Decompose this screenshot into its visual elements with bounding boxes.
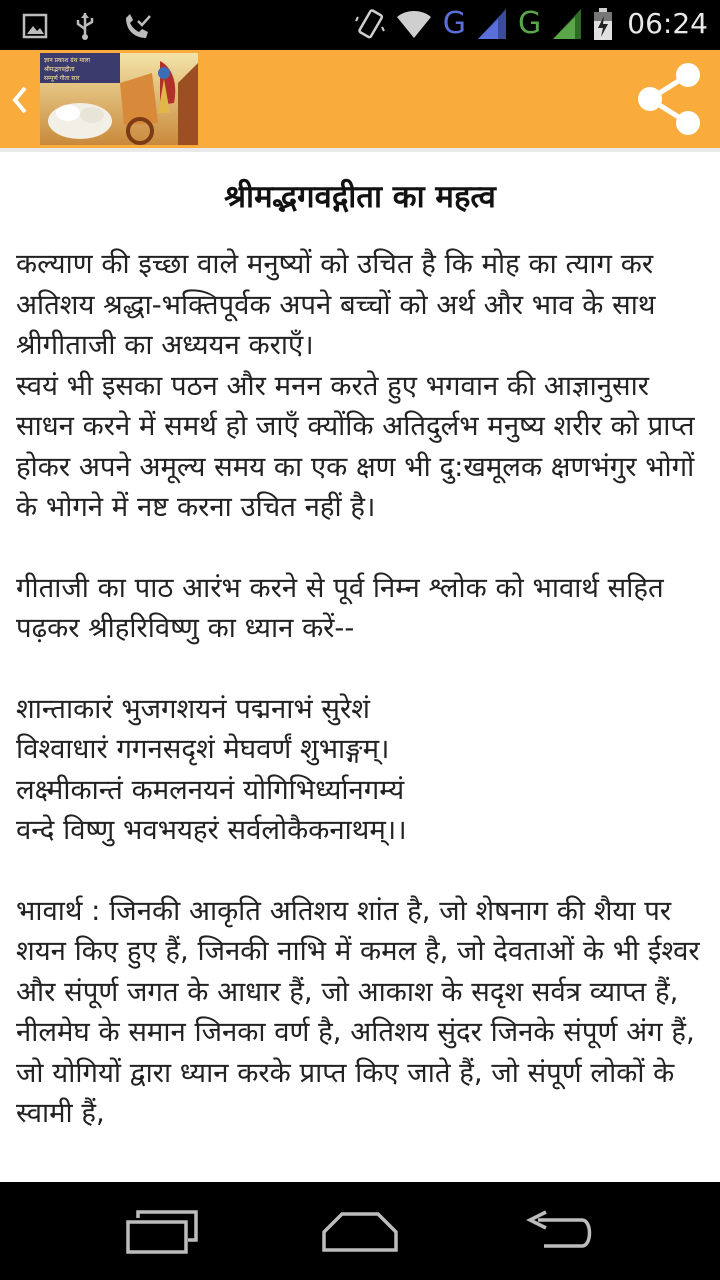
network-type-label: G [442,6,467,41]
back-chevron-icon[interactable] [10,85,30,115]
signal-strength-icon [476,7,508,41]
image-notification-icon [22,13,48,39]
paragraph-spacer [16,649,704,689]
logo-text-1: ज्ञान प्रकाश ग्रंथ माला [44,57,91,64]
action-bar [0,50,720,148]
paragraph-meaning: भावार्थ : जिनकी आकृति अतिशय शांत है, जो शेषनाग की शैया पर शयन किए हुए हैं, जिनकी नाभि में कमल है, जो देवताओं के भी ईश्वर और संपूर्ण जगत के आधार हैं, जो आकाश के सदृश सर्वत्र व्याप्त हैं, नीलमेघ के समान जिनका वर्ण है, अतिशय सुंदर जिनके संपूर्ण अंग हैं, जो योगियों द्वारा ध्यान करके प्राप्त किए जाते हैं, जो संपूर्ण लोकों के स्वामी हैं, [16,894,700,1129]
app-logo[interactable] [40,53,198,145]
notification-icons [22,11,154,41]
vibrate-icon [355,7,385,41]
article-body [0,244,720,1134]
shloka: शान्ताकारं भुजगशयनं पद्मनाभं सुरेशं विश्वाधारं गगनसदृशं मेघवर्णं शुभाङ्गम्। लक्ष्मीकान्तं कमलनयनं योगिभिर्ध्यानगम्यं वन्दे विष्णु भवभयहरं सर्वलोकैकनाथम्।। [16,692,407,846]
wifi-icon [395,8,433,40]
back-icon[interactable] [524,1210,596,1254]
home-icon[interactable] [322,1210,398,1254]
usb-icon [74,11,96,41]
network-type-label-2: G [518,6,542,41]
logo-text-2: श्रीमद्भगवद्गीता [44,66,75,73]
page-title: श्रीमद्भगवद्गीता का महत्व [224,179,496,215]
paragraph-instruction: गीताजी का पाठ आरंभ करने से पूर्व निम्न श्लोक को भावार्थ सहित पढ़कर श्रीहरिविष्णु का ध्यान करें-- [16,571,664,644]
paragraph-spacer [16,528,704,568]
battery-icon [593,7,613,41]
clock: 06:24 [627,7,708,40]
navigation-bar [0,1182,720,1280]
system-status [355,6,708,42]
share-icon[interactable] [636,60,704,138]
article-scroll-area[interactable] [0,152,720,1182]
status-bar [0,0,720,50]
missed-call-icon [122,12,154,40]
recent-apps-icon[interactable] [126,1210,198,1254]
paragraph-intro: कल्याण की इच्छा वाले मनुष्यों को उचित है कि मोह का त्याग कर अतिशय श्रद्धा-भक्तिपूर्वक अपने बच्चों को अर्थ और भाव के साथ श्रीगीताजी का अध्ययन कराएँ। स्वयं भी इसका पठन और मनन करते हुए भगवान की आज्ञानुसार साधन करने में समर्थ हो जाएँ क्योंकि अतिदुर्लभ मनुष्य शरीर को प्राप्त होकर अपने अमूल्य समय का एक क्षण भी दु:खमूलक क्षणभंगुर भोगों के भोगने में नष्ट करना उचित नहीं है। [16,248,695,523]
logo-text-3: सम्पूर्ण गीता सार [44,75,80,82]
signal-strength-icon-2 [551,7,583,41]
paragraph-spacer [16,851,704,891]
